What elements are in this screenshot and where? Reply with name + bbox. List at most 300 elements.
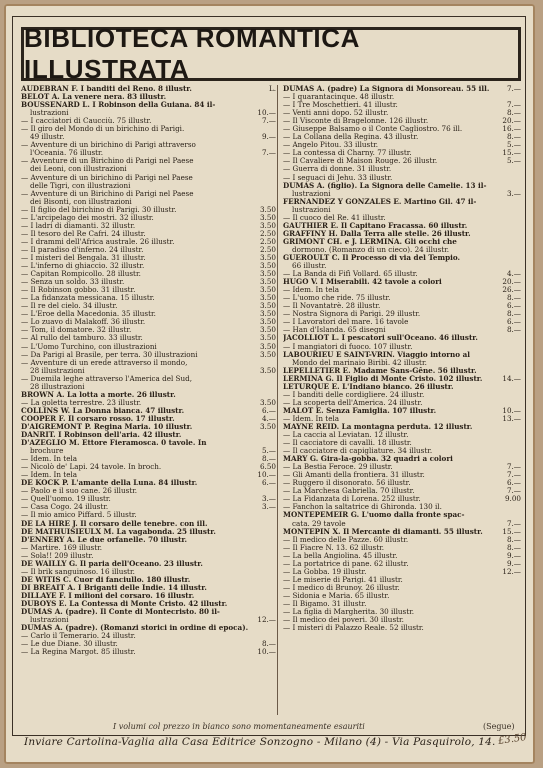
entry-title: 49 illustr.	[30, 133, 65, 142]
catalog-entry	[283, 93, 521, 101]
catalog-entry	[283, 286, 521, 294]
entry-title: DE MATHUISIEULX M. La vagabonda. 25 illustr.	[21, 527, 216, 536]
entry-price: 2.50	[259, 244, 276, 254]
entry-title: — Le miserie di Parigi. 41 illustr.	[283, 575, 403, 584]
catalog-entry	[283, 568, 521, 576]
catalog-entry	[283, 85, 521, 93]
entry-title: — I mangiatori di fuoco. 107 illustr.	[283, 342, 413, 351]
catalog-entry	[283, 375, 521, 383]
catalog-entry	[283, 222, 521, 230]
entry-title: MARY G. Gira-la-gobba. 32 quadri a colori	[283, 455, 453, 464]
catalog-entry	[283, 560, 521, 568]
entry-title: — Al rullo del tamburo. 33 illustr.	[21, 334, 143, 343]
catalog-entry	[21, 286, 276, 294]
catalog-entry	[21, 278, 276, 286]
catalog-entry	[283, 214, 521, 222]
catalog-entry	[21, 101, 276, 109]
catalog-entry	[21, 431, 276, 439]
entry-title: DUMAS A. (padre). Il Conte di Montecristo. 80 il-	[21, 608, 220, 617]
entry-title: — Idem. In tela	[283, 414, 340, 423]
catalog-entry	[21, 326, 276, 334]
catalog-entry	[21, 85, 276, 93]
entry-price: 3.50	[259, 285, 276, 295]
catalog-entry	[21, 125, 276, 133]
catalog-entry	[21, 157, 276, 165]
entry-title: — Avventure di un erede attraverso il mondo,	[21, 358, 188, 367]
catalog-entry	[283, 423, 521, 431]
catalog-entry	[21, 383, 276, 391]
catalog-entry	[21, 318, 276, 326]
entry-price: 15.—	[502, 526, 521, 536]
catalog-entry	[283, 133, 521, 141]
catalog-entry	[21, 640, 276, 648]
entry-title: LEPELLETIER E. Madame Sans-Gêne. 56 illustr.	[283, 366, 477, 375]
catalog-entry	[283, 294, 521, 302]
catalog-entry	[21, 230, 276, 238]
entry-title: — I seguaci di Jehu. 33 illustr.	[283, 173, 393, 182]
catalog-entry	[21, 351, 276, 359]
catalog-entry	[283, 367, 521, 375]
column-divider	[277, 85, 278, 715]
entry-title: — Giuseppe Balsamo o il Conte Cagliostro. 76 ill.	[283, 125, 463, 134]
catalog-entry	[21, 294, 276, 302]
entry-title: — Ruggero il disonorato. 56 illustr.	[283, 479, 411, 488]
entry-price: 14.—	[502, 373, 521, 383]
catalog-entry	[283, 439, 521, 447]
entry-title: — La fidanzata messicana. 15 illustr.	[21, 294, 155, 303]
entry-title: 28 illustrazioni	[30, 366, 85, 375]
entry-price: 16.—	[502, 124, 521, 134]
catalog-entry	[21, 511, 276, 519]
catalog-entry	[21, 463, 276, 471]
entry-price: 6.50	[259, 462, 276, 472]
catalog-entry	[283, 471, 521, 479]
catalog-entry	[21, 270, 276, 278]
catalog-entry	[283, 310, 521, 318]
catalog-entry	[283, 431, 521, 439]
entry-price: 12.—	[502, 566, 521, 576]
entry-title: — La Bestia Feroce. 29 illustr.	[283, 463, 393, 472]
entry-title: — Nicolò de' Lapi. 24 tavole. In broch.	[21, 463, 162, 472]
entry-price: L.	[268, 84, 276, 93]
catalog-entry	[21, 117, 276, 125]
catalog-title: BIBLIOTECA ROMANTICA ILLUSTRATA	[24, 23, 360, 84]
catalog-entry	[283, 157, 521, 165]
entry-title: l'Oceania. 76 illustr.	[30, 149, 103, 158]
entry-title: lustrazioni	[30, 616, 69, 625]
entry-price: 8.—	[506, 108, 521, 118]
catalog-entry	[283, 495, 521, 503]
catalog-entry	[283, 190, 521, 198]
entry-title: — La Banda di Fifì Vollard. 65 illustr.	[283, 270, 418, 279]
entry-title: — Angelo Pitou. 33 illustr.	[283, 141, 379, 150]
entry-title: — Il medico delle Pazze. 60 illustr.	[283, 535, 409, 544]
entry-title: JACOLLIOT L. I pescatori sull'Oceano. 46 illustr.	[283, 334, 478, 343]
catalog-entry	[283, 407, 521, 415]
catalog-entry	[283, 576, 521, 584]
entry-title: — Avventure di un birichino di Parigi attraverso	[21, 141, 196, 150]
entry-title: cata. 29 tavole	[292, 519, 346, 528]
catalog-entry	[21, 584, 276, 592]
entry-title: — Capitan Rompicollo. 28 illustr.	[21, 270, 141, 279]
catalog-entry	[21, 141, 276, 149]
catalog-entry	[283, 198, 521, 206]
entry-title: — Venti anni dopo. 52 illustr.	[283, 109, 389, 118]
entry-price: 3.—	[261, 494, 276, 504]
catalog-entry	[21, 238, 276, 246]
entry-title: — La figlia di Margherita. 30 illustr.	[283, 608, 415, 617]
entry-title: — La caccia al Leviatan. 12 illustr.	[283, 431, 409, 440]
catalog-entry	[21, 165, 276, 173]
entry-title: — I ladri di diamanti. 32 illustr.	[21, 221, 136, 230]
catalog-entry	[21, 487, 276, 495]
title-box	[21, 23, 521, 84]
catalog-entry	[21, 447, 276, 455]
catalog-entry	[21, 334, 276, 342]
entry-title: — Nostra Signora di Parigi. 29 illustr.	[283, 310, 421, 319]
catalog-entry	[283, 206, 521, 214]
catalog-entry	[283, 455, 521, 463]
entry-title: 28 illustrazioni	[30, 382, 85, 391]
right-column	[283, 85, 521, 632]
catalog-entry	[283, 616, 521, 624]
catalog-entry	[283, 174, 521, 182]
entry-price: 3.50	[259, 277, 276, 287]
catalog-entry	[283, 230, 521, 238]
catalog-entry	[283, 399, 521, 407]
entry-title: — Il cacciatore di cavalli. 18 illustr.	[283, 439, 412, 448]
entry-title: — Da Parigi al Brasile, per terra. 30 illustrazioni	[21, 350, 198, 359]
entry-title: — Duemila leghe attraverso l'America del Sud,	[21, 374, 192, 383]
catalog-entry	[21, 415, 276, 423]
catalog-entry	[283, 608, 521, 616]
entry-price: 8.—	[506, 132, 521, 142]
catalog-entry	[21, 471, 276, 479]
entry-title: — Idem. In tela	[283, 286, 340, 295]
catalog-entry	[21, 608, 276, 616]
entry-price: 10.—	[257, 470, 276, 480]
entry-price: 7.—	[506, 100, 521, 110]
entry-title: — Sidonia e Maria. 65 illustr.	[283, 591, 390, 600]
entry-title: dei Leoni, con illustrazioni	[30, 165, 127, 174]
catalog-entry	[283, 262, 521, 270]
entry-price: 13.—	[502, 413, 521, 423]
entry-title: LERMINA G. Il Figlio di Monte Cristo. 102 illustr.	[283, 374, 483, 383]
entry-price: 8.—	[506, 293, 521, 303]
entry-title: — La Collana della Regina. 43 illustr.	[283, 133, 419, 142]
entry-price: 3.50	[259, 341, 276, 351]
entry-title: — Il Novantatrè. 28 illustr.	[283, 302, 381, 311]
entry-price: 7.—	[506, 518, 521, 528]
entry-title: D'AIGREMONT P. Regina Maria. 10 illustr.	[21, 422, 193, 431]
catalog-entry	[21, 375, 276, 383]
entry-price: 7.—	[506, 84, 521, 93]
continued-label: (Segue)	[483, 722, 515, 731]
catalog-entry	[21, 391, 276, 399]
catalog-entry	[21, 174, 276, 182]
entry-price: 6.—	[261, 405, 276, 415]
entry-title: — Fanchon la saltatrice di Ghironda. 130 il.	[283, 503, 442, 512]
entry-price: 3.50	[259, 309, 276, 319]
entry-price: 8.—	[261, 639, 276, 649]
entry-title: — Casa Cogo. 24 illustr.	[21, 503, 109, 512]
entry-title: — Han d'Islanda. 65 disegni	[283, 326, 386, 335]
entry-title: D'AZEGLIO M. Ettore Fieramosca. 0 tavole. In	[21, 439, 207, 448]
entry-title: — L'uomo che ride. 75 illustr.	[283, 294, 391, 303]
catalog-entry	[21, 310, 276, 318]
entry-title: — Il cuoco del Re. 41 illustr.	[283, 213, 386, 222]
out-of-stock-note: I volumi col prezzo in bianco sono momentaneamente esauriti	[113, 722, 365, 731]
entry-price: 3.50	[259, 317, 276, 327]
entry-title: — La goletta terrestre. 23 illustr.	[21, 398, 142, 407]
page-frame	[12, 16, 526, 736]
entry-price: 6.—	[506, 478, 521, 488]
catalog-entry	[283, 511, 521, 519]
entry-title: DANRIT. I Robinson dell'aria. 42 illustr.	[21, 431, 182, 440]
entry-title: — Avventure di un birichino di Parigi nel Paese	[21, 173, 193, 182]
entry-price: 3.50	[259, 365, 276, 375]
entry-title: D'ENNERY A. Le due orfanelle. 70 illustr.	[21, 535, 188, 544]
catalog-entry	[283, 117, 521, 125]
catalog-entry	[21, 343, 276, 351]
entry-title: lustrazioni	[292, 205, 331, 214]
catalog-entry	[21, 576, 276, 584]
entry-price: 6.—	[261, 478, 276, 488]
entry-title: — Il Robinson gobbo. 31 illustr.	[21, 286, 136, 295]
entry-price: 3.—	[506, 188, 521, 198]
entry-title: DE WITIS C. Cuor di fanciullo. 180 illustr.	[21, 575, 191, 584]
entry-title: — Martire. 169 illustr.	[21, 543, 103, 552]
catalog-entry	[21, 479, 276, 487]
catalog-entry	[21, 568, 276, 576]
catalog-entry	[283, 592, 521, 600]
catalog-entry	[21, 560, 276, 568]
entry-title: DI BREAIT A. I Briganti delle Indie. 14 illustr.	[21, 583, 207, 592]
entry-title: — Idem. In tela	[21, 471, 78, 480]
entry-price: 3.50	[259, 293, 276, 303]
catalog-entry	[21, 624, 276, 632]
entry-title: — Lo zuavo di Malakoff. 36 illustr.	[21, 318, 146, 327]
catalog-entry	[283, 270, 521, 278]
entry-title: BELOT A. La venere nera. 83 illustr.	[21, 93, 167, 102]
catalog-entry	[21, 552, 276, 560]
entry-price: 3.50	[259, 325, 276, 335]
catalog-entry	[283, 528, 521, 536]
entry-title: — Il brik sanguinoso. 16 illustr.	[21, 567, 135, 576]
entry-title: — Il figlio del birichino di Parigi. 30 illustr.	[21, 205, 177, 214]
catalog-entry	[283, 600, 521, 608]
entry-title: — I banditi delle cordigliere. 24 illustr.	[283, 390, 425, 399]
catalog-entry	[283, 334, 521, 342]
entry-title: COLLINS W. La Donna bianca. 47 illustr.	[21, 406, 185, 415]
entry-title: DUBOYS E. La Contessa di Monte Cristo. 42 illustr.	[21, 600, 228, 608]
entry-title: MONTÉPIN X. Il Mercante di diamanti. 55 illustr.	[283, 527, 483, 536]
catalog-entry	[283, 165, 521, 173]
entry-title: — La bella Angiolina. 45 illustr.	[283, 551, 398, 560]
catalog-entry	[21, 600, 276, 608]
catalog-entry	[283, 624, 521, 632]
entry-title: DUMAS A. (padre). (Romanzi storici in ordine di epoca).	[21, 624, 249, 633]
entry-title: — Il Cavaliere di Maison Rouge. 26 illustr.	[283, 157, 438, 166]
entry-title: lustrazioni	[292, 189, 331, 198]
entry-price: 26.—	[502, 285, 521, 295]
entry-title: — I Tre Moschettieri. 41 illustr.	[283, 101, 398, 110]
catalog-entry	[21, 439, 276, 447]
entry-title: — Guerra di donne. 31 illustr.	[283, 165, 392, 174]
entry-price: 8.—	[506, 309, 521, 319]
entry-title: BOUSSENARD L. I Robinson della Guiana. 84 il-	[21, 101, 216, 110]
entry-title: DUMAS A. (figlio). La Signora delle Camelie. 13 il-	[283, 181, 487, 190]
catalog-entry	[283, 343, 521, 351]
entry-title: — Senza un soldo. 33 illustr.	[21, 278, 125, 287]
entry-title: — Il re del cielo. 34 illustr.	[21, 302, 118, 311]
entry-price: 5.—	[506, 140, 521, 150]
catalog-entry	[21, 254, 276, 262]
catalog-entry	[21, 528, 276, 536]
entry-price: 3.50	[259, 269, 276, 279]
entry-title: dormono. (Romanzo di un cieco). 24 illustr.	[292, 245, 450, 254]
entry-title: — Idem. In tela	[21, 455, 78, 464]
entry-title: DUMAS A. (padre) La Signora di Monsoreau. 55 ill.	[283, 85, 490, 93]
entry-title: — Il giro del Mondo di un birichino di Parigi.	[21, 125, 185, 134]
entry-price: 8.—	[506, 542, 521, 552]
entry-title: — Gli Amanti della frontiera. 31 illustr.	[283, 471, 425, 480]
entry-title: DE KOCK P. L'amante della Luna. 84 illustr.	[21, 479, 198, 488]
entry-title: GRAFFINY H. Dalla Terra alle stelle. 26 illustr.	[283, 229, 471, 238]
entry-title: — Avventure di un Birichino di Parigi nel Paese	[21, 189, 194, 198]
entry-title: — Il medico dei poveri. 30 illustr.	[283, 616, 404, 625]
entry-title: — L'Eroe della Macedonia. 35 illustr.	[21, 310, 156, 319]
entry-price: 3.50	[259, 204, 276, 214]
catalog-entry	[21, 399, 276, 407]
entry-title: — I drammi dell'Africa australe. 26 illustr.	[21, 237, 175, 246]
order-footer: Inviare Cartolina-Vaglia alla Casa Editrice Sonzogno - Milano (4) - Via Pasquirolo, 14.	[24, 736, 496, 748]
entry-title: — L'inferno di ghiaccio. 32 illustr.	[21, 262, 145, 271]
entry-title: — Le due Diane. 30 illustr.	[21, 640, 118, 649]
entry-price: 2.50	[259, 228, 276, 238]
catalog-entry	[21, 133, 276, 141]
entry-title: — La scoperta dell'America. 24 illustr.	[283, 398, 423, 407]
catalog-entry	[283, 503, 521, 511]
entry-title: dei Bisonti, con illustrazioni	[30, 197, 132, 206]
catalog-entry	[283, 415, 521, 423]
catalog-entry	[21, 495, 276, 503]
entry-price: 3.50	[259, 333, 276, 343]
catalog-entry	[21, 455, 276, 463]
entry-title: — I quarantacinque. 48 illustr.	[283, 93, 395, 102]
catalog-entry	[283, 326, 521, 334]
entry-price: 9.00	[504, 494, 521, 504]
catalog-entry	[21, 632, 276, 640]
catalog-entry	[21, 367, 276, 375]
catalog-entry	[283, 246, 521, 254]
entry-title: DILLAYE F. I milioni del corsaro. 16 illustr.	[21, 591, 195, 600]
entry-title: — L'arcipelago dei mostri. 32 illustr.	[21, 213, 154, 222]
entry-title: GUEROULT C. Il Processo di via del Tempio.	[283, 253, 461, 262]
catalog-entry	[283, 318, 521, 326]
catalog-entry	[21, 214, 276, 222]
catalog-entry	[283, 125, 521, 133]
entry-title: — I cacciatori di Caucciù. 75 illustr.	[21, 117, 152, 126]
entry-price: 10.—	[257, 108, 276, 118]
entry-price: 10.—	[502, 405, 521, 415]
catalog-entry	[21, 503, 276, 511]
catalog-entry	[21, 423, 276, 431]
catalog-entry	[21, 246, 276, 254]
entry-title: — Avventure di un Birichino di Parigi nel Paese	[21, 157, 194, 166]
entry-title: GRIMONT CH. e J. LERMINA. Gli occhi che	[283, 237, 457, 246]
catalog-entry	[283, 391, 521, 399]
entry-price: 3.50	[259, 220, 276, 230]
entry-title: MALOT E. Senza Famiglia. 107 illustr.	[283, 406, 437, 415]
entry-title: — La Fidanzata di Lorena. 252 illustr.	[283, 495, 421, 504]
entry-price: 6.—	[506, 301, 521, 311]
entry-price: 5.—	[261, 446, 276, 456]
left-column	[21, 85, 276, 656]
catalog-entry	[21, 407, 276, 415]
entry-price: 7.—	[261, 116, 276, 126]
entry-price: 7.—	[506, 486, 521, 496]
entry-price: 6.—	[506, 317, 521, 327]
catalog-entry	[21, 182, 276, 190]
entry-price: 4.—	[506, 269, 521, 279]
entry-title: — I misteri di Palazzo Reale. 52 illustr.	[283, 624, 424, 633]
entry-title: MAYNE REID. La montagna perduta. 12 illustr.	[283, 422, 473, 431]
catalog-entry	[21, 190, 276, 198]
catalog-entry	[283, 278, 521, 286]
entry-price: 15.—	[502, 148, 521, 158]
entry-price: 2.50	[259, 236, 276, 246]
catalog-entry	[21, 93, 276, 101]
handwritten-price: £3.50	[497, 732, 528, 747]
entry-price: 12.—	[257, 615, 276, 625]
catalog-entry	[283, 182, 521, 190]
entry-title: LABOURIEU E SAINT-VRIN. Viaggio intorno al	[283, 350, 470, 359]
entry-price: 20.—	[502, 277, 521, 287]
catalog-entry	[21, 520, 276, 528]
entry-title: — Il Bigamo. 31 illustr.	[283, 600, 367, 608]
catalog-entry	[21, 149, 276, 157]
entry-title: — Il Fiacre N. 13. 62 illustr.	[283, 543, 385, 552]
entry-price: 3.50	[259, 349, 276, 359]
catalog-entry	[283, 552, 521, 560]
entry-price: 10.—	[257, 647, 276, 657]
entry-title: 66 illustr.	[292, 262, 327, 271]
catalog-entry	[283, 101, 521, 109]
catalog-entry	[283, 544, 521, 552]
catalog-entry	[283, 487, 521, 495]
catalog-entry	[283, 359, 521, 367]
entry-price: 8.—	[261, 454, 276, 464]
entry-price: 7.—	[506, 462, 521, 472]
entry-title: DE LA HIRE J. Il corsaro delle tenebre. con ill.	[21, 519, 208, 528]
catalog-entry	[283, 149, 521, 157]
catalog-entry	[283, 302, 521, 310]
entry-price: 3.—	[261, 502, 276, 512]
entry-price: 9.—	[506, 550, 521, 560]
entry-title: — L'Uomo Turchino, con illustrazioni	[21, 342, 157, 351]
catalog-entry	[21, 198, 276, 206]
entry-title: — Il Visconte di Bragelonne. 126 illustr.	[283, 117, 429, 126]
entry-title: — I medico di Brunoy. 26 illustr.	[283, 583, 400, 592]
entry-title: delle Tigri, con illustrazioni	[30, 181, 131, 190]
entry-title: — Il paradiso d'inferno. 24 illustr.	[21, 245, 144, 254]
entry-price: 3.50	[259, 421, 276, 431]
entry-price: 7.—	[261, 148, 276, 158]
catalog-entry	[283, 520, 521, 528]
catalog-entry	[283, 351, 521, 359]
entry-title: — La Regina Margot. 85 illustr.	[21, 648, 136, 657]
